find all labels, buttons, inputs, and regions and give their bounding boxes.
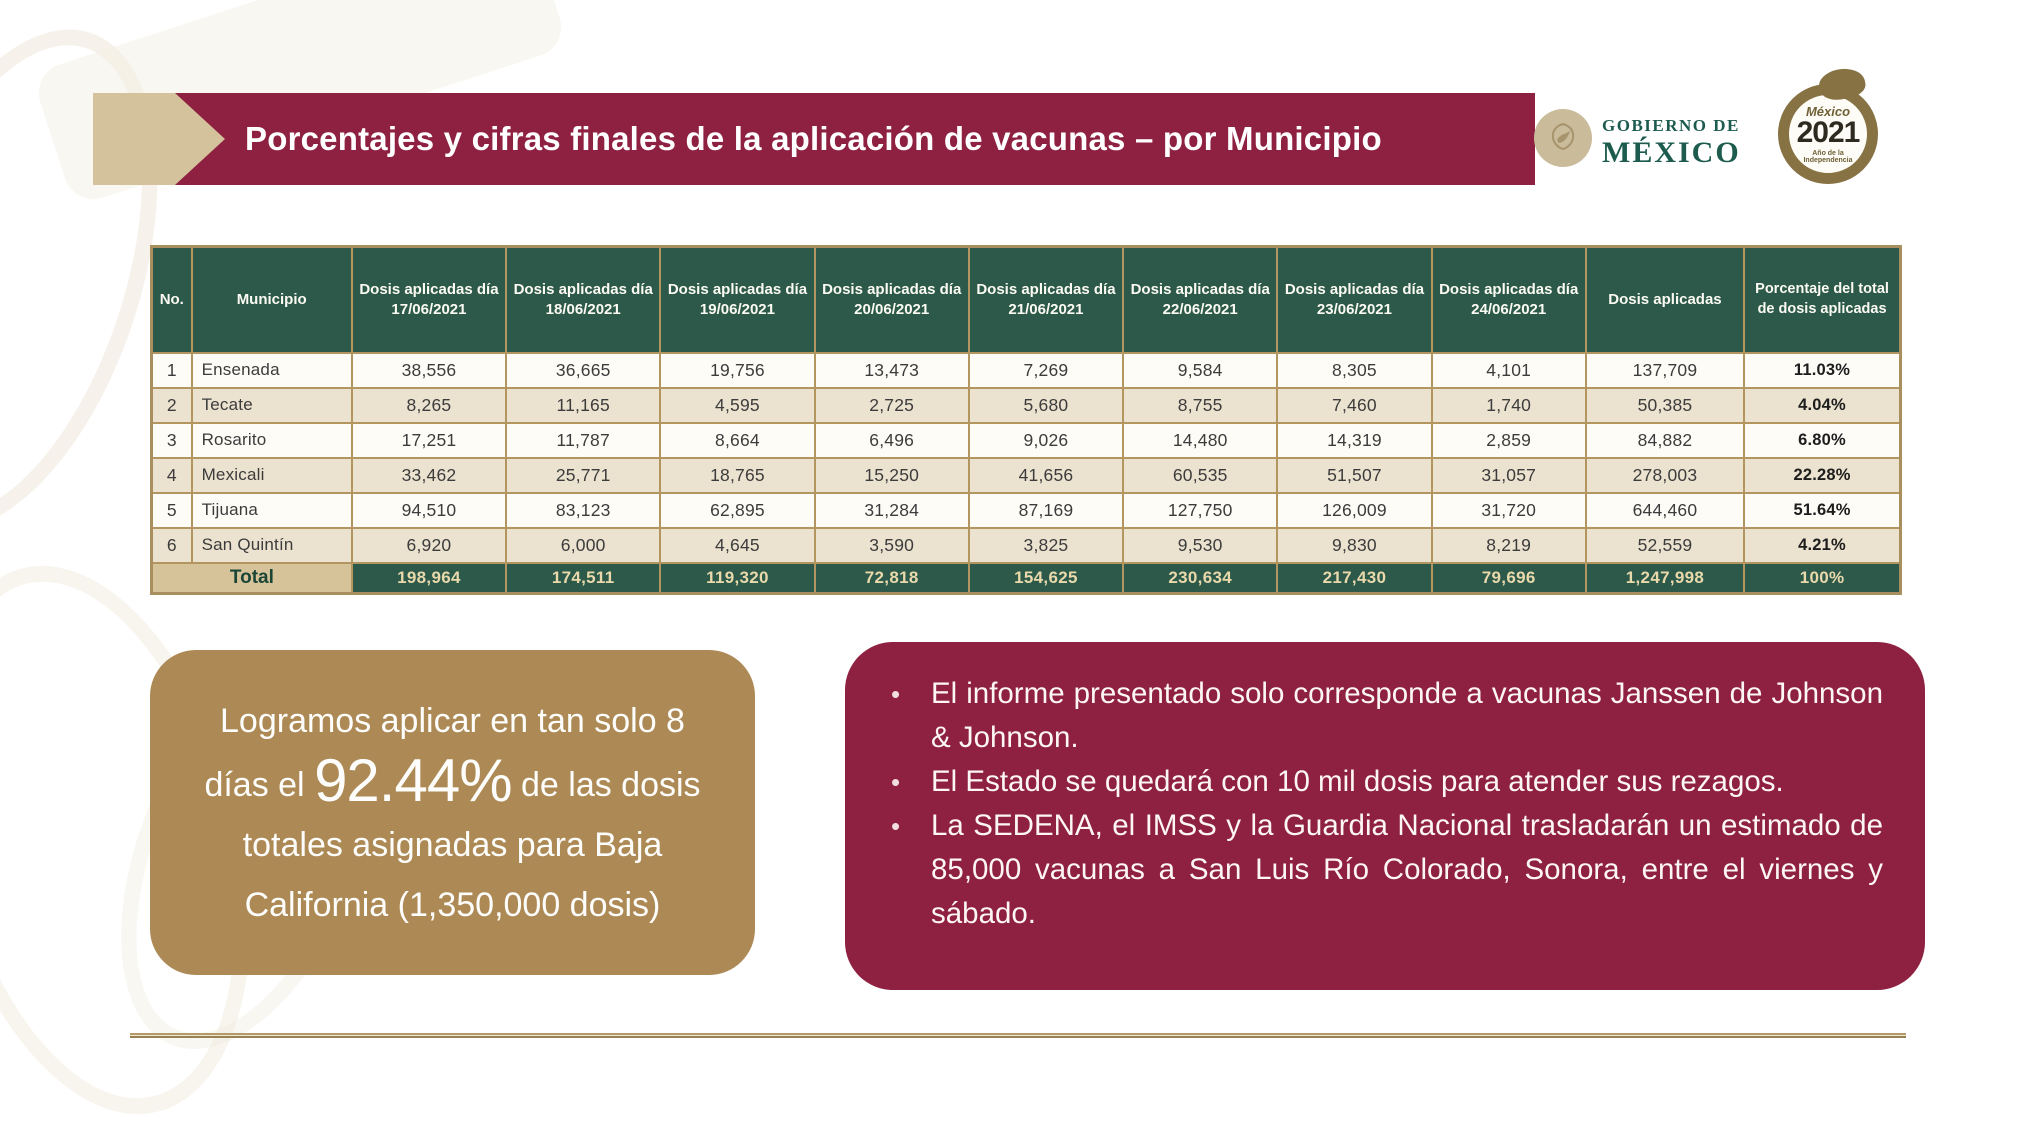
value-cell: 7,460 [1277, 388, 1431, 423]
value-cell: 6,000 [506, 528, 660, 563]
value-cell: 2,859 [1432, 423, 1586, 458]
value-cell: 8,219 [1432, 528, 1586, 563]
value-cell: 8,664 [660, 423, 814, 458]
column-header: Dosis aplicadas día 23/06/2021 [1277, 247, 1431, 353]
value-cell: 3,590 [815, 528, 969, 563]
total-value-cell: 1,247,998 [1586, 563, 1744, 594]
value-cell: 19,756 [660, 353, 814, 388]
achievement-text-part2: de las dosis totales asignadas para Baja California (1,350,000 dosis) [242, 765, 701, 924]
value-cell: 17,251 [352, 423, 506, 458]
value-cell: 644,460 [1586, 493, 1744, 528]
value-cell: 33,462 [352, 458, 506, 493]
value-cell: 38,556 [352, 353, 506, 388]
doses-table-container [150, 245, 1902, 595]
column-header: Dosis aplicadas día 20/06/2021 [815, 247, 969, 353]
value-cell: 278,003 [1586, 458, 1744, 493]
value-cell: 6,920 [352, 528, 506, 563]
value-cell: 2 [152, 388, 192, 423]
value-cell: 41,656 [969, 458, 1123, 493]
value-cell: 87,169 [969, 493, 1123, 528]
value-cell: 1,740 [1432, 388, 1586, 423]
value-cell: 83,123 [506, 493, 660, 528]
value-cell: 14,480 [1123, 423, 1277, 458]
column-header: Dosis aplicadas día 18/06/2021 [506, 247, 660, 353]
footer-divider-line [130, 1033, 1906, 1038]
value-cell: 7,269 [969, 353, 1123, 388]
value-cell: 62,895 [660, 493, 814, 528]
table-row [152, 353, 1901, 388]
value-cell: 84,882 [1586, 423, 1744, 458]
percentage-cell: 22.28% [1744, 458, 1900, 493]
value-cell: 9,026 [969, 423, 1123, 458]
eagle-glyph [1543, 118, 1583, 158]
total-value-cell: 217,430 [1277, 563, 1431, 594]
notes-box [845, 642, 1925, 990]
value-cell: 4,595 [660, 388, 814, 423]
value-cell: 13,473 [815, 353, 969, 388]
value-cell: 137,709 [1586, 353, 1744, 388]
value-cell: 31,057 [1432, 458, 1586, 493]
page-title: Porcentajes y cifras finales de la aplicación de vacunas – por Municipio [245, 120, 1382, 157]
column-header: Dosis aplicadas día 24/06/2021 [1432, 247, 1586, 353]
value-cell: 8,265 [352, 388, 506, 423]
value-cell: 11,165 [506, 388, 660, 423]
value-cell: 6,496 [815, 423, 969, 458]
eagle-seal-icon [1534, 109, 1592, 167]
percentage-cell: 51.64% [1744, 493, 1900, 528]
table-row [152, 528, 1901, 563]
value-cell: 9,830 [1277, 528, 1431, 563]
note-bullet-item: • La SEDENA, el IMSS y la Guardia Nacional trasladarán un estimado de 85,000 vacunas a San Luis Río Colorado, Sonora, entre el viernes y sábado. [879, 804, 1883, 936]
total-label-cell: Total [152, 563, 352, 594]
percentage-cell: 11.03% [1744, 353, 1900, 388]
column-header: Dosis aplicadas día 21/06/2021 [969, 247, 1123, 353]
value-cell: 9,584 [1123, 353, 1277, 388]
total-value-cell: 174,511 [506, 563, 660, 594]
column-header: Dosis aplicadas día 22/06/2021 [1123, 247, 1277, 353]
value-cell: 1 [152, 353, 192, 388]
note-bullet-item: • El Estado se quedará con 10 mil dosis para atender sus rezagos. [879, 760, 1883, 804]
column-header: Municipio [192, 247, 352, 353]
value-cell: 8,305 [1277, 353, 1431, 388]
badge-subtitle: Año de la Independencia [1803, 149, 1853, 164]
badge-mexico-label: México [1805, 103, 1851, 119]
notes-bullet-list [879, 672, 1883, 936]
value-cell: 4,101 [1432, 353, 1586, 388]
achievement-callout-box [150, 650, 755, 975]
achievement-text-part1: Logramos aplicar en tan solo 8 días el [204, 701, 685, 804]
total-value-cell: 198,964 [352, 563, 506, 594]
municipality-cell: Ensenada [192, 353, 352, 388]
column-header: No. [152, 247, 192, 353]
value-cell: 51,507 [1277, 458, 1431, 493]
gobierno-de-mexico-logo [1602, 117, 1741, 169]
table-row [152, 458, 1901, 493]
value-cell: 3,825 [969, 528, 1123, 563]
value-cell: 4 [152, 458, 192, 493]
percentage-cell: 4.04% [1744, 388, 1900, 423]
percentage-cell: 4.21% [1744, 528, 1900, 563]
value-cell: 18,765 [660, 458, 814, 493]
value-cell: 5,680 [969, 388, 1123, 423]
value-cell: 2,725 [815, 388, 969, 423]
total-value-cell: 100% [1744, 563, 1900, 594]
total-value-cell: 79,696 [1432, 563, 1586, 594]
value-cell: 8,755 [1123, 388, 1277, 423]
municipality-cell: Tecate [192, 388, 352, 423]
banner-chevron-decoration [93, 93, 175, 185]
table-row [152, 388, 1901, 423]
achievement-text [184, 691, 721, 935]
value-cell: 14,319 [1277, 423, 1431, 458]
column-header: Dosis aplicadas día 19/06/2021 [660, 247, 814, 353]
municipality-cell: Mexicali [192, 458, 352, 493]
quetzalcoatl-ring-icon [1778, 84, 1878, 184]
column-header: Porcentaje del total de dosis aplicadas [1744, 247, 1900, 353]
value-cell: 11,787 [506, 423, 660, 458]
total-value-cell: 154,625 [969, 563, 1123, 594]
column-header: Dosis aplicadas día 17/06/2021 [352, 247, 506, 353]
achievement-percentage: 92.44% [314, 746, 512, 814]
value-cell: 60,535 [1123, 458, 1277, 493]
value-cell: 3 [152, 423, 192, 458]
value-cell: 15,250 [815, 458, 969, 493]
badge-year-label: 2021 [1796, 115, 1860, 149]
table-row [152, 493, 1901, 528]
total-value-cell: 230,634 [1123, 563, 1277, 594]
value-cell: 4,645 [660, 528, 814, 563]
title-banner [95, 93, 1535, 185]
doses-by-municipality-table [150, 245, 1902, 595]
total-value-cell: 72,818 [815, 563, 969, 594]
table-total-row [152, 563, 1901, 594]
municipality-cell: San Quintín [192, 528, 352, 563]
value-cell: 126,009 [1277, 493, 1431, 528]
value-cell: 5 [152, 493, 192, 528]
table-row [152, 423, 1901, 458]
gobierno-logo-line2: MÉXICO [1602, 135, 1741, 169]
value-cell: 25,771 [506, 458, 660, 493]
column-header: Dosis aplicadas [1586, 247, 1744, 353]
value-cell: 36,665 [506, 353, 660, 388]
municipality-cell: Rosarito [192, 423, 352, 458]
value-cell: 6 [152, 528, 192, 563]
table-header-row [152, 247, 1901, 353]
gobierno-logo-line1: GOBIERNO DE [1602, 116, 1740, 135]
value-cell: 31,720 [1432, 493, 1586, 528]
value-cell: 9,530 [1123, 528, 1277, 563]
value-cell: 52,559 [1586, 528, 1744, 563]
value-cell: 31,284 [815, 493, 969, 528]
note-bullet-item: • El informe presentado solo corresponde a vacunas Janssen de Johnson & Johnson. [879, 672, 1883, 760]
value-cell: 94,510 [352, 493, 506, 528]
municipality-cell: Tijuana [192, 493, 352, 528]
value-cell: 50,385 [1586, 388, 1744, 423]
percentage-cell: 6.80% [1744, 423, 1900, 458]
value-cell: 127,750 [1123, 493, 1277, 528]
total-value-cell: 119,320 [660, 563, 814, 594]
